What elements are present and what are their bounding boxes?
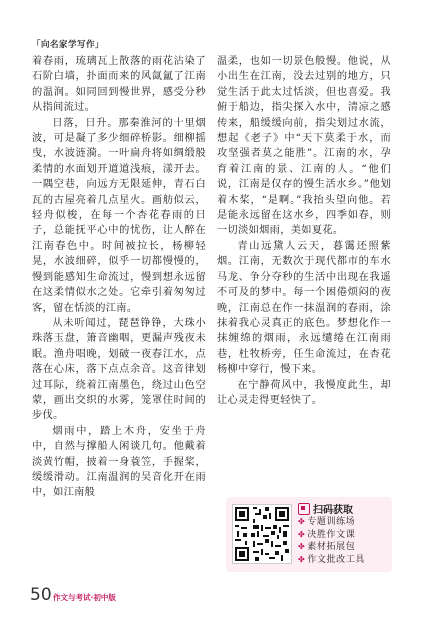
paragraph: 在宁静荷风中，我慢度此生，却让心灵走得更轻快了。	[217, 379, 391, 406]
list-item	[298, 516, 365, 529]
qr-title	[298, 501, 353, 516]
bullet-icon: ✤	[298, 554, 306, 564]
list-item	[298, 554, 365, 567]
paragraph: 从未听闻过，琵琶铮铮，大珠小珠落玉盘，箫音幽咽，更漏声残夜未眠。渔舟唱晚，划破一夜春江水，点落在心床，落下点点余音。这音律划过耳际，绕着江南墨色，绕过山色空蒙，画出交织的水雾，笼罩住时间的步伐。	[32, 317, 206, 422]
list-item	[298, 529, 365, 542]
paragraph: 温柔，也如一切景色般慢。他说，从小出生在江南，没去过别的地方，只觉生活于此太过恬淡，但也喜爱。我俯于船边，指尖探入水中，清凉之感传来，船缓缓向前，指尖划过水流，想起《老子》中“天下莫柔于水，而攻坚强者莫之能胜”。江南的水，孕育着江南的景、江南的人。“他们说，江南是仅存的慢生活水乡。”他划着木桨，“是啊。”我抬头望向他。若是能永远留在这水乡，四季如春，则一切淡如烟雨，美如夏花。	[217, 56, 391, 237]
paragraph: 着春雨，琉璃瓦上散落的雨花沾染了石阶白墙，扑面而来的风氤氲了江南的温润。如同回到慢世界，感受分秒从指间流过。	[32, 56, 206, 114]
scan-icon	[298, 503, 310, 515]
qr-code-icon[interactable]	[232, 504, 292, 564]
bullet-icon: ✤	[298, 517, 306, 526]
list-item-label: 素材拓展包	[307, 542, 356, 552]
qr-feature-list	[298, 516, 365, 566]
paragraph: 烟雨中，踏上木舟，安坐于舟中，自然与撑船人闲谈几句。他戴着淡黄竹帽，披着一身蓑笠，手握桨，缓缓滑动。江南温润的吴音化开在雨中，如江南般	[32, 425, 206, 499]
bullet-icon: ✤	[298, 529, 306, 539]
bullet-icon: ✤	[298, 542, 306, 551]
magazine-name: 作文与考试·初中版	[53, 593, 116, 602]
article-left-column	[32, 54, 206, 501]
article-right-column	[217, 54, 391, 408]
list-item-label: 作文批改工具	[307, 554, 365, 565]
section-tag: 「向名家学写作」	[32, 40, 105, 50]
list-item-label: 决胜作文课	[307, 529, 356, 540]
paragraph: 日落，日升。那秦淮河的十里烟波，可是凝了多少细碎桥影。细柳摇曳，水波涟漪。一叶扁舟将如绸缎般柔情的水面划开道道浅痕，漾开去。一隅空巷，向远方无限延伸，青石白瓦的古屋亮着几点星火。画舫似云，轻舟似梭，在每一个杏花春雨的日子，总能抚平心中的忧伤，让人醉在江南春色中。时间被拉长，杨柳轻晃，水波细碎，似乎一切都慢慢的，慢到能感知生命流过，慢到想永远留在这柔情似水之处。它牵引着匆匆过客，留在恬淡的江南。	[32, 117, 206, 314]
paragraph: 青山远黛人云天，暮霭还照紫烟。江南，无数次于现代都市的车水马龙、争分夺秒的生活中出现在我遥不可及的梦中。每一个困倦烦闷的夜晚，江南总在作一抹温润的春雨，涂抹着我心灵真正的底色。梦想化作一抹缠绵的烟雨，永远缱绻在江南雨巷，杜牧桥旁，任生命流过，在杏花杨柳中穿行，慢下来。	[217, 240, 391, 376]
page-number: 50	[30, 585, 52, 605]
qr-promo-box	[226, 497, 392, 572]
list-item-label: 专题训练场	[307, 517, 356, 527]
qr-title-text: 扫码获取	[313, 505, 353, 516]
list-item	[298, 541, 365, 554]
